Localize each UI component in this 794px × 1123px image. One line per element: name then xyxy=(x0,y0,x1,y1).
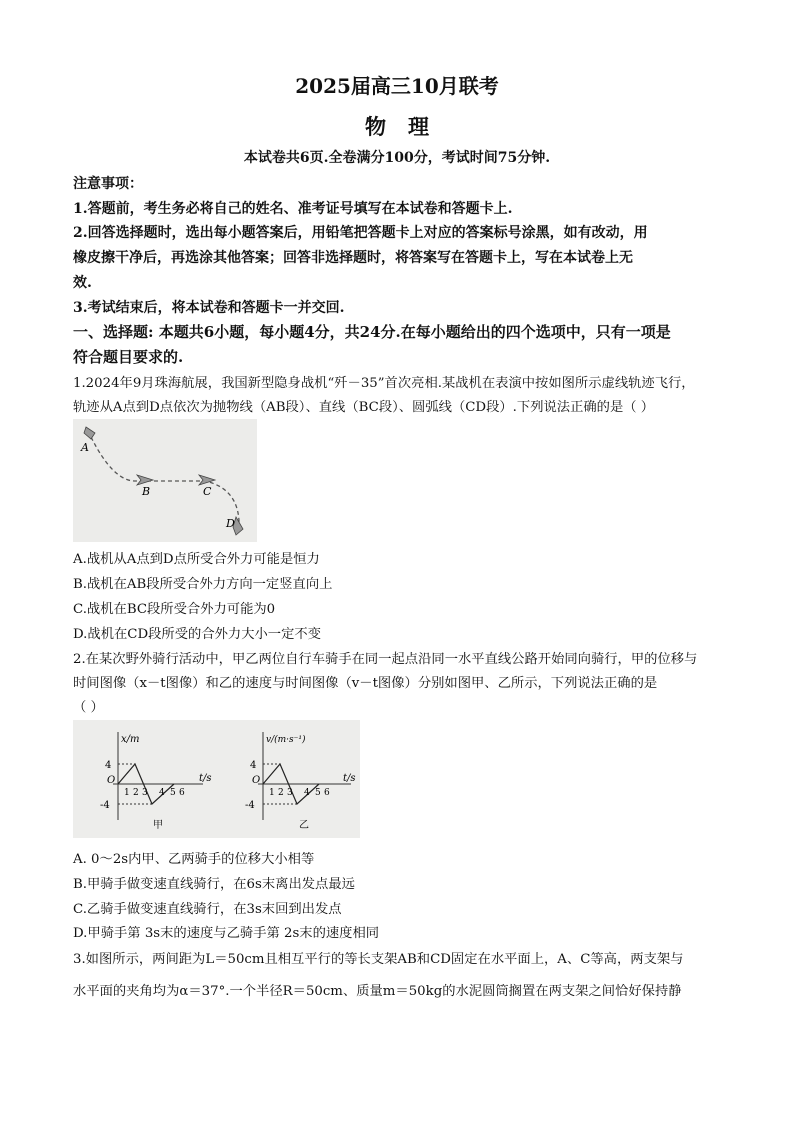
note-item-3: 3.考试结束后，将本试卷和答题卡一并交回. xyxy=(73,300,345,316)
x-t-xtick-3: 3 xyxy=(142,788,148,798)
q2-option-c: C.乙骑手做变速直线骑行，在3s末回到出发点 xyxy=(73,902,342,917)
q1-trajectory-figure xyxy=(73,419,257,542)
q2-option-b: B.甲骑手做变速直线骑行，在6s末离出发点最远 xyxy=(73,877,355,892)
x-t-xlabel: t/s xyxy=(199,773,212,784)
q1-trajectory-svg xyxy=(73,419,257,542)
jet-a-icon xyxy=(84,427,95,439)
q2-stem-line-2: 时间图像（x－t图像）和乙的速度与时间图像（v－t图像）分别如图甲、乙所示，下列说法正确的是 xyxy=(73,676,658,691)
label-a: A xyxy=(81,441,89,454)
q2-stem-line-3: （ ） xyxy=(73,700,104,715)
x-t-ylabel: x/m xyxy=(121,734,140,745)
v-t-xtick-3: 3 xyxy=(287,788,293,798)
subject-title: 物理 xyxy=(365,114,451,139)
label-d: D xyxy=(226,517,235,530)
x-t-graph xyxy=(100,732,212,831)
exam-info: 本试卷共6页.全卷满分100分，考试时间75分钟. xyxy=(243,150,551,166)
v-t-tick-4: 4 xyxy=(250,760,257,771)
x-t-caption: 甲 xyxy=(153,820,163,831)
v-t-ylabel: v/(m·s⁻¹) xyxy=(266,735,306,745)
q3-stem-line-1: 3.如图所示，两间距为L＝50cm且相互平行的等长支架AB和CD固定在水平面上，A、C等高，两支架与 xyxy=(73,952,684,967)
q3-stem-line-2: 水平面的夹角均为α＝37°.一个半径R＝50cm、质量m＝50kg的水泥圆筒搁置在两支架之间恰好保持静 xyxy=(73,984,682,999)
x-t-origin: O xyxy=(107,775,116,786)
q1-stem-line-1: 1.2024年9月珠海航展，我国新型隐身战机“歼－35”首次亮相.某战机在表演中按如图所示虚线轨迹飞行， xyxy=(73,376,695,391)
x-t-xtick-6: 6 xyxy=(179,788,185,798)
x-t-xtick-2: 2 xyxy=(133,788,139,798)
x-t-tick-4: 4 xyxy=(105,760,112,771)
note-item-2-line-2: 橡皮擦干净后，再选涂其他答案；回答非选择题时，将答案写在答题卡上，写在本试卷上无 xyxy=(73,250,633,266)
trajectory-path xyxy=(91,437,239,529)
label-c: C xyxy=(203,485,212,498)
jet-b-icon xyxy=(137,475,153,485)
v-t-xtick-2: 2 xyxy=(278,788,284,798)
exam-title: 2025届高三10月联考 xyxy=(295,74,499,98)
note-item-1: 1.答题前，考生务必将自己的姓名、准考证号填写在本试卷和答题卡上. xyxy=(73,201,513,217)
v-t-xlabel: t/s xyxy=(343,773,356,784)
x-t-xtick-4: 4 xyxy=(159,788,165,798)
q1-stem-line-2: 轨迹从A点到D点依次为抛物线（AB段）、直线（BC段）、圆弧线（CD段）.下列说法正确的是（ ） xyxy=(73,400,655,415)
q2-graphs-figure xyxy=(73,720,360,838)
v-t-xtick-4: 4 xyxy=(304,788,310,798)
q2-option-a: A. 0～2s内甲、乙两骑手的位移大小相等 xyxy=(73,852,315,867)
v-t-caption: 乙 xyxy=(299,820,309,831)
x-t-tick-neg4: -4 xyxy=(100,800,110,811)
label-b: B xyxy=(142,485,151,498)
note-item-2-line-1: 2.回答选择题时，选出每小题答案后，用铅笔把答题卡上对应的答案标号涂黑，如有改动，用 xyxy=(73,225,648,241)
notes-heading: 注意事项： xyxy=(73,176,143,192)
q1-option-b: B.战机在AB段所受合外力方向一定竖直向上 xyxy=(73,577,333,592)
x-t-xtick-5: 5 xyxy=(170,788,176,798)
v-t-xtick-5: 5 xyxy=(315,788,321,798)
q1-option-d: D.战机在CD段所受的合外力大小一定不变 xyxy=(73,627,321,642)
x-t-xtick-1: 1 xyxy=(124,788,130,798)
q2-graphs-svg xyxy=(73,720,360,838)
q1-option-c: C.战机在BC段所受合外力可能为0 xyxy=(73,602,276,617)
note-item-2-line-3: 效. xyxy=(73,275,92,291)
q2-option-d: D.甲骑手第 3s末的速度与乙骑手第 2s末的速度相同 xyxy=(73,926,380,941)
v-t-tick-neg4: -4 xyxy=(245,800,255,811)
section-1-line-1: 一、选择题: 本题共6小题，每小题4分，共24分.在每小题给出的四个选项中，只有一项是 xyxy=(73,323,671,341)
v-t-origin: O xyxy=(252,775,261,786)
q2-stem-line-1: 2.在某次野外骑行活动中，甲乙两位自行车骑手在同一起点沿同一水平直线公路开始同向骑行，甲的位移与 xyxy=(73,652,698,667)
section-1-line-2: 符合题目要求的. xyxy=(73,348,184,366)
v-t-graph xyxy=(245,732,356,831)
v-t-xtick-6: 6 xyxy=(324,788,330,798)
q1-option-a: A.战机从A点到D点所受合外力可能是恒力 xyxy=(73,552,320,567)
v-t-xtick-1: 1 xyxy=(269,788,275,798)
